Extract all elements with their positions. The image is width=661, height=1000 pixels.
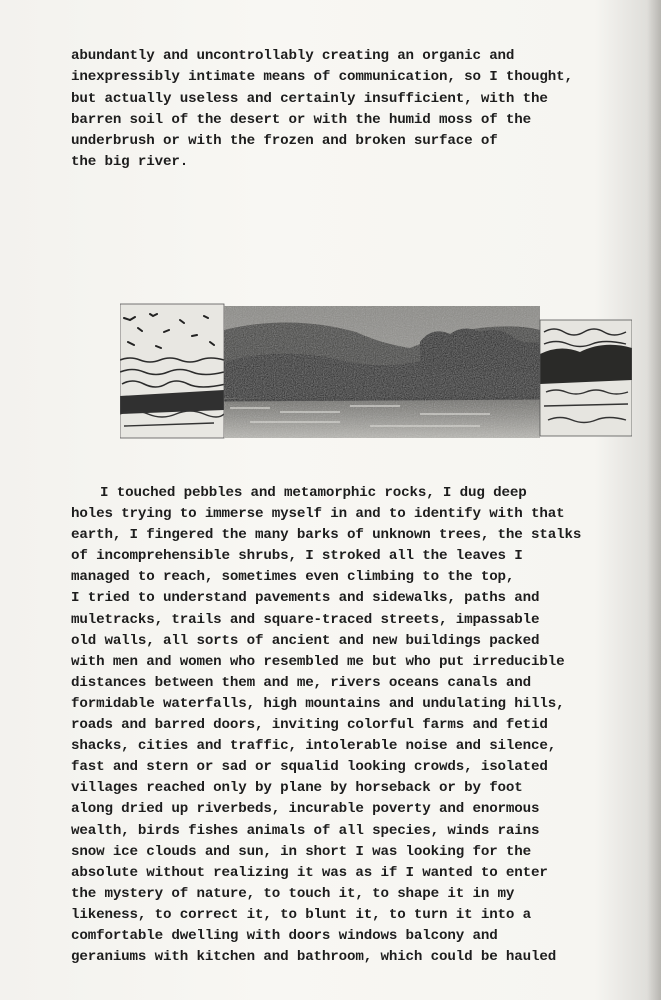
text-line: muletracks, trails and square-traced streets, impassable bbox=[71, 611, 540, 628]
text-line: holes trying to immerse myself in and to identify with that bbox=[71, 506, 565, 523]
text-line: along dried up riverbeds, incurable poverty and enormous bbox=[71, 801, 540, 818]
text-line: roads and barred doors, inviting colorful farms and fetid bbox=[71, 717, 548, 734]
paragraph-2 bbox=[71, 483, 631, 968]
text-line: distances between them and me, rivers oceans canals and bbox=[71, 674, 532, 691]
paragraph-1 bbox=[71, 46, 631, 174]
text-line: abundantly and uncontrollably creating an organic and bbox=[71, 48, 515, 64]
right-sketch-panel bbox=[540, 320, 632, 436]
left-sketch-panel bbox=[120, 304, 226, 438]
text-line: managed to reach, sometimes even climbing to the top, bbox=[71, 569, 515, 586]
text-line: earth, I fingered the many barks of unknown trees, the stalks bbox=[71, 527, 582, 544]
text-line: formidable waterfalls, high mountains and undulating hills, bbox=[71, 695, 565, 712]
text-line: with men and women who resembled me but who put irreducible bbox=[71, 653, 565, 670]
text-line: but actually useless and certainly insufficient, with the bbox=[71, 90, 548, 107]
text-line: the big river. bbox=[71, 154, 189, 171]
text-line: of incomprehensible shrubs, I stroked all the leaves I bbox=[71, 548, 523, 565]
river-landscape-photo bbox=[224, 306, 540, 438]
text-line: fast and stern or sad or squalid looking crowds, isolated bbox=[71, 759, 548, 776]
text-line: absolute without realizing it was as if I wanted to enter bbox=[71, 864, 548, 881]
text-line: geraniums with kitchen and bathroom, which could be hauled bbox=[71, 949, 557, 966]
text-line: I touched pebbles and metamorphic rocks, I dug deep bbox=[100, 485, 527, 501]
page-edge-shadow bbox=[647, 0, 661, 1000]
text-line: barren soil of the desert or with the humid moss of the bbox=[71, 111, 532, 128]
text-line: snow ice clouds and sun, in short I was looking for the bbox=[71, 843, 532, 860]
text-line: inexpressibly intimate means of communication, so I thought, bbox=[71, 69, 573, 86]
landscape-photo-collage bbox=[120, 302, 632, 440]
text-line: shacks, cities and traffic, intolerable noise and silence, bbox=[71, 738, 557, 755]
text-line: underbrush or with the frozen and broken surface of bbox=[71, 133, 498, 150]
text-line: comfortable dwelling with doors windows balcony and bbox=[71, 927, 498, 944]
text-line: likeness, to correct it, to blunt it, to turn it into a bbox=[71, 906, 532, 923]
text-line: the mystery of nature, to touch it, to shape it in my bbox=[71, 885, 515, 902]
text-line: villages reached only by plane by horseback or by foot bbox=[71, 780, 523, 797]
text-line: old walls, all sorts of ancient and new buildings packed bbox=[71, 632, 540, 649]
text-line: wealth, birds fishes animals of all species, winds rains bbox=[71, 822, 540, 839]
text-line: I tried to understand pavements and sidewalks, paths and bbox=[71, 590, 540, 607]
